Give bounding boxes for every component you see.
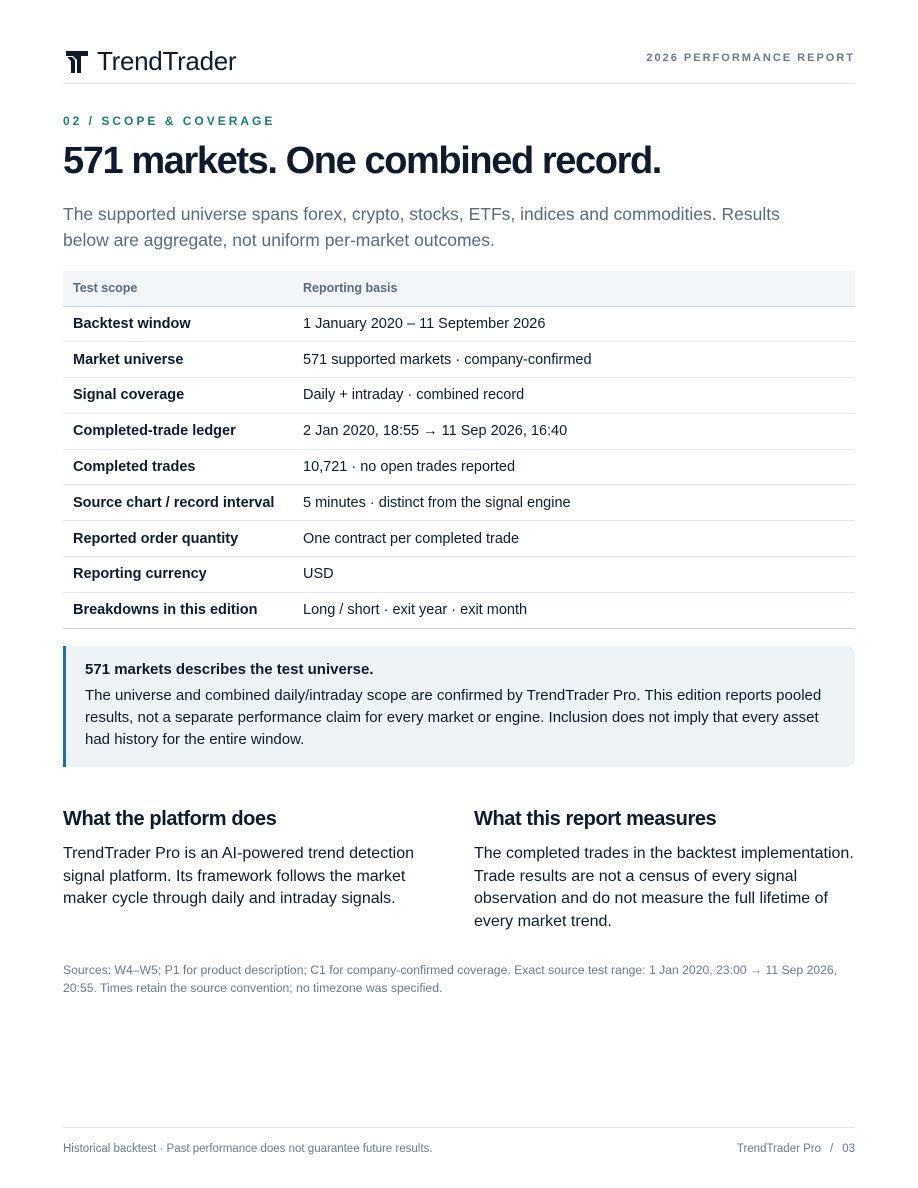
trendtrader-logo-icon <box>65 50 89 74</box>
footer-product: TrendTrader Pro <box>736 1143 821 1155</box>
row-label: Source chart / record interval <box>63 485 293 521</box>
table-row <box>63 306 855 342</box>
table-row <box>63 521 855 557</box>
page-title: 571 markets. One combined record. <box>63 140 661 182</box>
platform-column <box>63 808 443 911</box>
row-label: Backtest window <box>63 306 293 342</box>
footer-disclaimer: Historical backtest · Past performance does not guarantee future results. <box>63 1143 433 1155</box>
row-label: Completed-trade ledger <box>63 413 293 449</box>
measures-heading: What this report measures <box>474 808 717 830</box>
row-label: Reporting currency <box>63 557 293 593</box>
row-value: 571 supported markets · company-confirmed <box>293 342 855 378</box>
callout-body: The universe and combined daily/intraday scope are confirmed by TrendTrader Pro. This edition reports pooled results, not a separate performance claim for every market or engine. Inclusion does not imply that every asset had history for the entire window. <box>85 687 822 748</box>
section-lede: The supported universe spans forex, crypto, stocks, ETFs, indices and commodities. Results below are aggregate, not uniform per-market outcomes. <box>63 204 780 250</box>
report-page <box>63 0 855 1188</box>
page-header <box>63 44 855 84</box>
section-eyebrow: 02 / SCOPE & COVERAGE <box>63 114 276 128</box>
footer-separator: / <box>830 1143 834 1155</box>
row-label: Market universe <box>63 342 293 378</box>
brand-name: TrendTrader <box>97 46 237 76</box>
table-header-row <box>63 271 855 306</box>
sources-note: Sources: W4–W5; P1 for product description; C1 for company-confirmed coverage. Exact source test range: 1 Jan 2020, 23:00 → 11 Sep 2026, 20:55. Times retain the source convention; no timezone was specified. <box>63 963 838 995</box>
column-header-test-scope: Test scope <box>63 271 293 306</box>
row-value: 10,721 · no open trades reported <box>293 449 855 485</box>
row-label: Signal coverage <box>63 378 293 414</box>
page-footer <box>63 1127 855 1157</box>
row-label: Completed trades <box>63 449 293 485</box>
universe-callout <box>63 646 855 767</box>
table-row <box>63 378 855 414</box>
table-row <box>63 413 855 449</box>
measures-column <box>474 808 854 933</box>
callout-title: 571 markets describes the test universe. <box>85 661 374 678</box>
row-label: Breakdowns in this edition <box>63 592 293 628</box>
table-row <box>63 342 855 378</box>
table-row <box>63 449 855 485</box>
row-value: One contract per completed trade <box>293 521 855 557</box>
row-value: USD <box>293 557 855 593</box>
row-value: Daily + intraday · combined record <box>293 378 855 414</box>
brand-logo <box>65 46 236 77</box>
table-row <box>63 557 855 593</box>
row-value: 5 minutes · distinct from the signal engine <box>293 485 855 521</box>
row-value: 1 January 2020 – 11 September 2026 <box>293 306 855 342</box>
table-row <box>63 592 855 628</box>
platform-heading: What the platform does <box>63 808 277 830</box>
page-number: 03 <box>842 1143 855 1155</box>
measures-body: The completed trades in the backtest implementation. Trade results are not a census of every signal observation and do not measure the full lifetime of every market trend. <box>474 845 854 930</box>
row-value: 2 Jan 2020, 18:55 → 11 Sep 2026, 16:40 <box>293 413 855 449</box>
column-header-reporting-basis: Reporting basis <box>293 271 855 306</box>
scope-table <box>63 271 855 629</box>
table-row <box>63 485 855 521</box>
row-value: Long / short · exit year · exit month <box>293 592 855 628</box>
row-label: Reported order quantity <box>63 521 293 557</box>
platform-body: TrendTrader Pro is an AI-powered trend detection signal platform. Its framework follows the market maker cycle through daily and intraday signals. <box>63 845 414 907</box>
report-tag: 2026 PERFORMANCE REPORT <box>646 52 855 64</box>
footer-pagination <box>737 1143 855 1155</box>
